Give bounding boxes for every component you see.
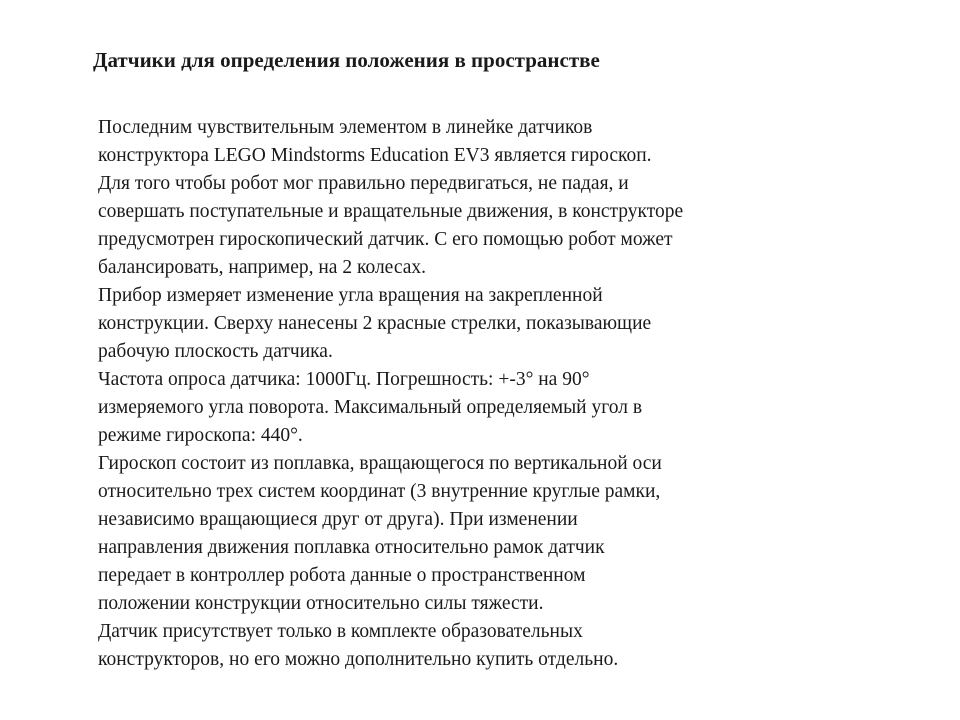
body-line: Гироскоп состоит из поплавка, вращающегося по вертикальной оси [98,453,662,474]
body-line: направления движения поплавка относительно рамок датчик [98,537,605,558]
body-line: режиме гироскопа: 440°. [98,425,303,446]
body-line: совершать поступательные и вращательные движения, в конструкторе [98,201,684,222]
slide-title: Датчики для определения положения в пространстве [93,48,600,72]
body-line: положении конструкции относительно силы тяжести. [98,593,544,614]
body-line: предусмотрен гироскопический датчик. С его помощью робот может [98,229,673,250]
body-line: Последним чувствительным элементом в линейке датчиков [98,117,593,138]
body-line: конструкторов, но его можно дополнительно купить отдельно. [98,649,619,670]
body-line: Прибор измеряет изменение угла вращения на закрепленной [98,285,603,306]
body-line: Датчик присутствует только в комплекте образовательных [98,621,583,642]
body-line: Частота опроса датчика: 1000Гц. Погрешность: +-3° на 90° [98,369,590,390]
body-line: балансировать, например, на 2 колесах. [98,257,426,278]
body-line: конструктора LEGO Mindstorms Education EV3 является гироскоп. [98,145,652,166]
body-line: измеряемого угла поворота. Максимальный определяемый угол в [98,397,643,418]
body-line: конструкции. Сверху нанесены 2 красные стрелки, показывающие [98,313,652,334]
body-line: Для того чтобы робот мог правильно передвигаться, не падая, и [98,173,629,194]
body-line: передает в контроллер робота данные о пространственном [98,565,586,586]
body-line: рабочую плоскость датчика. [98,341,333,362]
body-line: независимо вращающиеся друг от друга). При изменении [98,509,578,530]
body-line: относительно трех систем координат (3 внутренние круглые рамки, [98,481,661,502]
slide-body-text [98,114,898,674]
